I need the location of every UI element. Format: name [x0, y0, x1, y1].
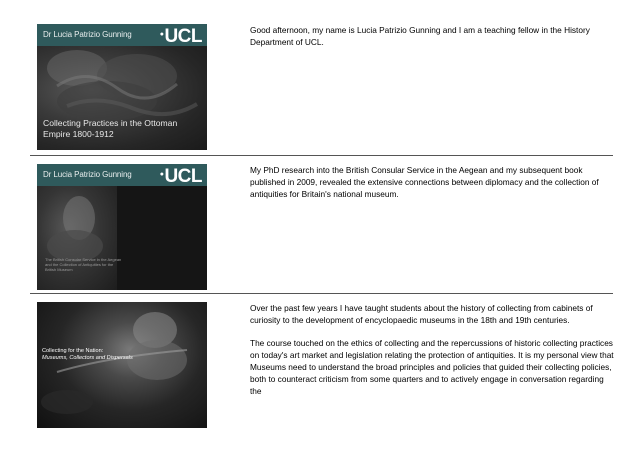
- portrait-image: [37, 186, 117, 290]
- speaker-notes-2: [250, 164, 615, 211]
- notes-paragraph: Good afternoon, my name is Lucia Patrizio Gunning and I am a teaching fellow in the History Department of UCL.: [250, 25, 590, 47]
- slide-thumbnail-1: [37, 24, 207, 150]
- slide-title: Collecting Practices in the Ottoman Empire 1800-1912: [43, 118, 178, 139]
- ucl-logo: ●UCL: [159, 26, 202, 47]
- section-divider: [30, 293, 613, 294]
- cherub-image: [37, 302, 207, 428]
- cherub-figure-image: [37, 302, 207, 428]
- speaker-notes-1: [250, 24, 615, 59]
- slide-thumbnail-2: [37, 164, 207, 290]
- slide-title: Collecting for the Nation: Museums, Collectors and Dispersals: [42, 348, 133, 361]
- notes-paragraph: Over the past few years I have taught students about the history of collecting from cabinets of curiosity to the development of encyclopaedic museums in the 18th and 19th centuries.: [250, 303, 593, 325]
- section-divider: [30, 155, 613, 156]
- book-caption: The British Consular Service in the Aegean and the Collection of Antiquities for the British Museum: [45, 257, 122, 272]
- slide-thumbnail-3: [37, 302, 207, 428]
- notes-paragraph: My PhD research into the British Consular Service in the Aegean and my subsequent book published in 2009, revealed the extensive connections between diplomacy and the collection of antiquities for Britain's national museum.: [250, 165, 599, 199]
- book-cover-image: [37, 186, 117, 290]
- ucl-logo: ●UCL: [159, 166, 202, 187]
- speaker-notes-3: [250, 302, 615, 408]
- presenter-name: Dr Lucia Patrizio Gunning: [43, 30, 132, 39]
- presenter-name: Dr Lucia Patrizio Gunning: [43, 170, 132, 179]
- notes-paragraph: The course touched on the ethics of collecting and the repercussions of historic collecting practices on today's art market and legislation relating the protection of antiquities. It is my personal view that Museums need to understand the broad principles and policies that guided their collecting policies, both to counteract criticism from some quarters and to actively engage in conversation regarding the: [250, 338, 614, 396]
